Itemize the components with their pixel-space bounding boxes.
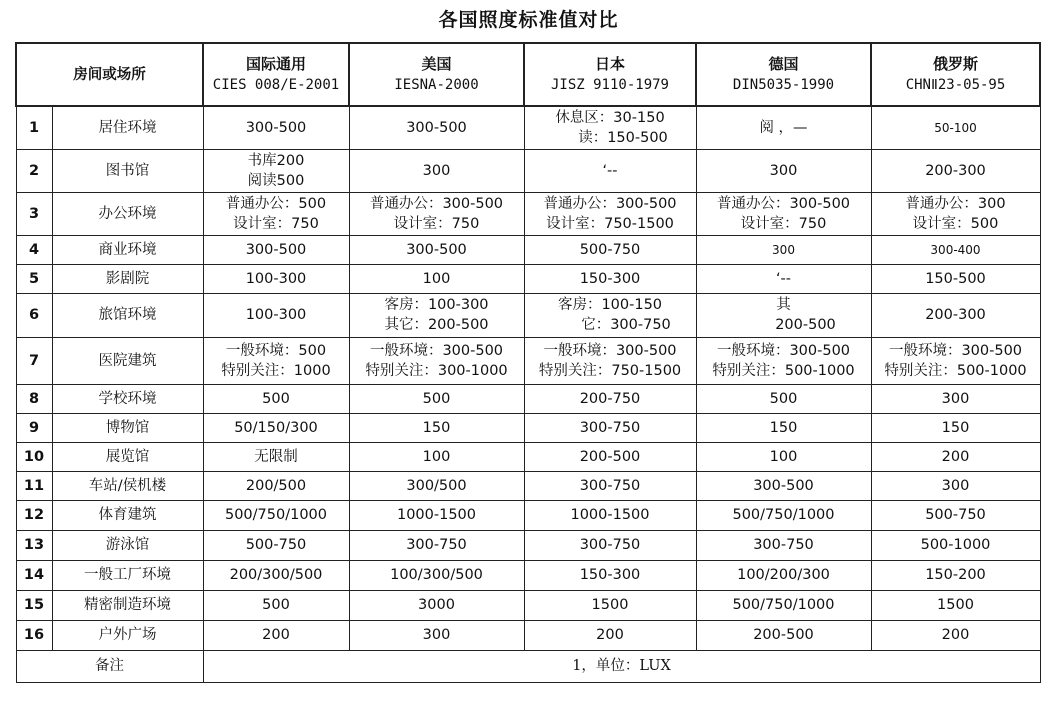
cell-line: 500-1000 [920,537,991,553]
value-cell-usa [349,413,524,442]
row-number: 15 [16,590,52,620]
header-standard: CHNⅡ23-05-95 [905,76,1006,93]
room-name: 户外广场 [52,620,203,650]
header-country: 日本 [594,54,625,73]
cell-line: 100/200/300 [737,567,830,583]
value-cell-usa [349,149,524,192]
value-cell-japan [524,590,696,620]
room-name: 学校环境 [52,384,203,413]
cell-line: 150 [941,419,970,436]
cell-line: 150-300 [579,567,641,583]
header-country: 国际通用 [245,54,306,73]
cell-line: ‘-- [775,270,792,287]
row-number: 7 [16,337,52,384]
cell-line: 1500 [591,597,629,613]
value-cell-russia [871,560,1040,590]
cell-line: 特别关注：500-1000 [884,362,1027,379]
value-cell-germany [696,235,871,264]
cell-line: 300 [941,477,970,494]
value-cell-germany [696,590,871,620]
cell-line: 500 [262,390,290,407]
table-row [16,590,1040,620]
cell-line: 阅 ，— [759,119,808,136]
value-cell-russia [871,590,1040,620]
value-cell-intl [203,106,349,149]
value-cell-germany [696,192,871,235]
cell-line: 200 [596,627,624,643]
value-cell-germany [696,620,871,650]
cell-line: 100-300 [245,270,307,287]
cell-line: 150-500 [925,270,986,287]
cell-line: 一般环境：500 [225,342,327,359]
cell-line: 一般环境：300-500 [543,342,677,359]
room-name: 图书馆 [52,149,203,192]
row-number: 8 [16,384,52,413]
cell-line: 设计室：750 [740,215,827,232]
cell-line: 200 [941,627,970,643]
value-cell-japan [524,337,696,384]
table-row [16,293,1040,337]
cell-line: 特别关注：500-1000 [712,362,855,379]
cell-line: 300-750 [406,537,467,553]
row-number: 13 [16,530,52,560]
value-cell-japan [524,264,696,293]
header-standard: IESNA-2000 [394,76,479,93]
cell-line: 300 [769,162,798,179]
cell-line: 200 [941,448,970,465]
value-cell-usa [349,264,524,293]
header-usa [349,43,524,106]
cell-line: 普通办公：300 [905,195,1006,212]
table-row [16,442,1040,471]
value-cell-intl [203,384,349,413]
room-name: 精密制造环境 [52,590,203,620]
note-label: 备注 [16,650,203,682]
cell-line: 500 [422,390,451,407]
value-cell-germany [696,106,871,149]
cell-line: 100 [422,270,451,287]
header-room: 房间或场所 [16,43,203,106]
cell-line: 100 [769,448,798,465]
cell-line: 普通办公：300-500 [369,195,504,212]
value-cell-germany [696,149,871,192]
room-name: 游泳馆 [52,530,203,560]
cell-line: 200-300 [925,162,986,179]
value-cell-intl [203,413,349,442]
cell-line: 设计室：750 [233,215,319,232]
value-cell-usa [349,500,524,530]
cell-line: 300-400 [930,242,981,257]
value-cell-germany [696,500,871,530]
value-cell-japan [524,106,696,149]
value-cell-germany [696,293,871,337]
cell-line: 200/500 [245,477,307,494]
cell-line: 50-100 [934,120,977,135]
table-row [16,337,1040,384]
cell-line: 客房：100-150 [557,297,663,313]
row-number: 6 [16,293,52,337]
cell-line: 300 [422,162,451,179]
cell-line: 100/300/500 [390,567,483,583]
cell-line: 书库200 [247,152,305,169]
header-country: 俄罗斯 [932,54,978,73]
table-row [16,500,1040,530]
table-row [16,149,1040,192]
cell-line: 300-750 [579,537,641,553]
cell-line: 100-300 [245,307,307,323]
cell-line: 一般环境：300-500 [888,342,1023,359]
cell-line: 300 [422,627,451,643]
cell-line: 无限制 [254,448,298,465]
room-name: 商业环境 [52,235,203,264]
cell-line: 普通办公：500 [225,195,327,212]
cell-line: 300 [941,390,970,407]
cell-line: 1500 [937,597,974,613]
cell-line: 300-500 [245,119,307,136]
value-cell-intl [203,530,349,560]
row-number: 11 [16,471,52,500]
value-cell-usa [349,192,524,235]
illuminance-table [15,42,1041,683]
value-cell-usa [349,384,524,413]
value-cell-russia [871,413,1040,442]
value-cell-intl [203,293,349,337]
value-cell-russia [871,264,1040,293]
row-number: 9 [16,413,52,442]
value-cell-russia [871,235,1040,264]
value-cell-germany [696,560,871,590]
cell-line: 读：150-500 [578,129,668,146]
value-cell-germany [696,264,871,293]
value-cell-intl [203,235,349,264]
value-cell-usa [349,471,524,500]
value-cell-intl [203,264,349,293]
value-cell-japan [524,384,696,413]
row-number: 2 [16,149,52,192]
room-name: 旅馆环境 [52,293,203,337]
header-russia [871,43,1040,106]
header-country: 美国 [421,54,452,73]
cell-line: 特别关注：750-1500 [538,362,682,379]
value-cell-usa [349,337,524,384]
value-cell-japan [524,500,696,530]
cell-line: 一般环境：300-500 [716,342,851,359]
row-number: 10 [16,442,52,471]
value-cell-japan [524,293,696,337]
value-cell-intl [203,620,349,650]
cell-line: 200-500 [775,317,836,333]
table-row [16,471,1040,500]
cell-line: 100 [422,448,451,465]
value-cell-russia [871,106,1040,149]
value-cell-intl [203,560,349,590]
note-row [16,650,1040,682]
table-row [16,560,1040,590]
room-name: 车站/侯机楼 [52,471,203,500]
cell-line: 它：300-750 [581,317,671,333]
row-number: 12 [16,500,52,530]
header-intl [203,43,349,106]
value-cell-russia [871,384,1040,413]
value-cell-russia [871,149,1040,192]
value-cell-japan [524,149,696,192]
cell-line: 300-500 [245,241,307,258]
note-text: 1，单位：LUX [203,650,1040,682]
header-germany [696,43,871,106]
header-standard: CIES 008/E-2001 [212,76,340,93]
row-number: 16 [16,620,52,650]
cell-line: 500-750 [579,241,641,258]
cell-line: 300-500 [753,477,814,494]
room-name: 体育建筑 [52,500,203,530]
row-number: 1 [16,106,52,149]
cell-line: 300-750 [579,477,641,494]
cell-line: 3000 [418,597,455,613]
value-cell-russia [871,337,1040,384]
table-row [16,264,1040,293]
cell-line: 1000-1500 [570,507,650,523]
cell-line: 其 [776,297,791,313]
cell-line: 客房：100-300 [384,297,489,313]
row-number: 5 [16,264,52,293]
cell-line: 150 [769,419,798,436]
value-cell-russia [871,442,1040,471]
cell-line: 500/750/1000 [732,597,835,613]
value-cell-russia [871,293,1040,337]
cell-line: 1000-1500 [396,507,477,523]
cell-line: 特别关注：300-1000 [365,362,508,379]
table-row [16,192,1040,235]
cell-line: 500/750/1000 [224,507,328,523]
cell-line: 一般环境：300-500 [369,342,504,359]
value-cell-usa [349,530,524,560]
cell-line: 300-500 [406,241,467,258]
table-row [16,106,1040,149]
cell-line: 200-750 [579,390,641,407]
cell-line: 200-300 [925,307,986,323]
header-country: 德国 [768,54,799,73]
room-name: 居住环境 [52,106,203,149]
value-cell-intl [203,149,349,192]
value-cell-germany [696,471,871,500]
header-standard: JISZ 9110-1979 [550,76,669,93]
cell-line: 200 [262,627,290,643]
table-row [16,235,1040,264]
value-cell-japan [524,620,696,650]
cell-line: 300 [772,242,795,257]
value-cell-russia [871,192,1040,235]
value-cell-intl [203,442,349,471]
cell-line: 200/300/500 [229,567,323,583]
table-row [16,384,1040,413]
value-cell-usa [349,590,524,620]
cell-line: 普通办公：300-500 [543,195,677,212]
cell-line: 300/500 [406,477,467,494]
value-cell-germany [696,530,871,560]
value-cell-japan [524,192,696,235]
value-cell-japan [524,530,696,560]
value-cell-germany [696,413,871,442]
cell-line: 300-750 [753,537,814,553]
value-cell-japan [524,235,696,264]
cell-line: 设计室：750-1500 [546,215,674,232]
cell-line: 设计室：750 [393,215,480,232]
header-row [16,43,1040,106]
value-cell-russia [871,620,1040,650]
value-cell-intl [203,337,349,384]
cell-line: 300-500 [406,119,467,136]
cell-line: 150 [422,419,451,436]
value-cell-intl [203,192,349,235]
table-title: 各国照度标准值对比 [438,9,619,31]
cell-line: 特别关注：1000 [221,362,331,379]
header-standard: DIN5035-1990 [732,76,835,93]
cell-line: 阅读500 [247,172,305,189]
cell-line: 其它：200-500 [384,317,489,333]
room-name: 一般工厂环境 [52,560,203,590]
cell-line: 300-750 [579,419,641,436]
value-cell-usa [349,560,524,590]
cell-line: 500 [769,390,798,407]
row-number: 3 [16,192,52,235]
table-row [16,620,1040,650]
value-cell-intl [203,590,349,620]
value-cell-russia [871,471,1040,500]
value-cell-germany [696,384,871,413]
value-cell-japan [524,413,696,442]
cell-line: 50/150/300 [234,419,318,436]
value-cell-russia [871,500,1040,530]
value-cell-russia [871,530,1040,560]
value-cell-usa [349,235,524,264]
room-name: 办公环境 [52,192,203,235]
value-cell-usa [349,442,524,471]
cell-line: 500-750 [925,507,986,523]
row-number: 4 [16,235,52,264]
cell-line: 设计室：500 [912,215,999,232]
cell-line: 普通办公：300-500 [716,195,851,212]
value-cell-intl [203,500,349,530]
value-cell-usa [349,620,524,650]
cell-line: 500/750/1000 [732,507,835,523]
value-cell-japan [524,471,696,500]
table-row [16,530,1040,560]
cell-line: 500 [262,597,290,613]
value-cell-intl [203,471,349,500]
room-name: 医院建筑 [52,337,203,384]
row-number: 14 [16,560,52,590]
cell-line: 200-500 [579,448,641,465]
value-cell-usa [349,293,524,337]
header-japan [524,43,696,106]
cell-line: 休息区：30-150 [555,109,665,126]
room-name: 影剧院 [52,264,203,293]
value-cell-usa [349,106,524,149]
cell-line: ‘-- [602,162,618,179]
room-name: 博物馆 [52,413,203,442]
cell-line: 500-750 [245,537,307,553]
room-name: 展览馆 [52,442,203,471]
value-cell-japan [524,560,696,590]
cell-line: 150-300 [579,270,641,287]
cell-line: 150-200 [925,567,986,583]
cell-line: 200-500 [753,627,814,643]
table-row [16,413,1040,442]
value-cell-germany [696,442,871,471]
value-cell-japan [524,442,696,471]
value-cell-germany [696,337,871,384]
